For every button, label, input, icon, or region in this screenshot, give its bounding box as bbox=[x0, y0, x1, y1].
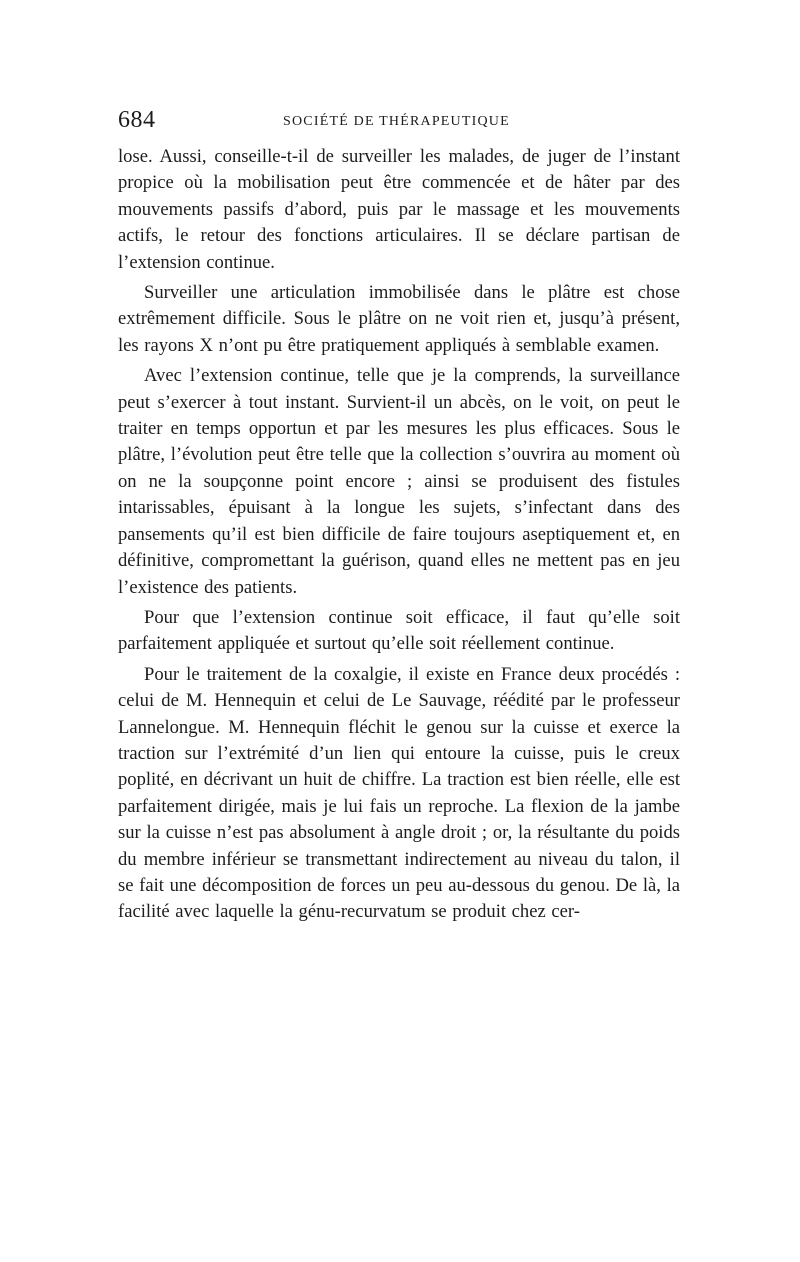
paragraph: Avec l’extension continue, telle que je la comprends, la surveillance peut s’exercer à tout instant. Survient-il un abcès, on le voit, on peut le traiter en temps opportun et par les mesures les plus efficaces. Sous le plâtre, l’évolution peut être telle que la collection s’ouvrira au moment où on ne la soupçonne point encore ; ainsi se produisent des fistules intarissables, épuisant à la longue les sujets, s’infectant dans des pansements qu’il est bien difficile de faire toujours aseptiquement et, en définitive, compromettant la guérison, quand elles ne mettent pas en jeu l’existence des patients. bbox=[118, 365, 680, 598]
page-header bbox=[118, 104, 680, 144]
book-page bbox=[118, 104, 680, 930]
paragraph: Surveiller une articulation immobilisée dans le plâtre est chose extrêmement difficile. Sous le plâtre on ne voit rien et, jusqu’à présent, les rayons X n’ont pu être pratiquement appliqués à semblable examen. bbox=[118, 282, 680, 356]
paragraph: Pour le traitement de la coxalgie, il existe en France deux procédés : celui de M. Hennequin et celui de Le Sauvage, réédité par le professeur Lannelongue. M. Hennequin fléchit le genou sur la cuisse et exerce la traction sur l’extrémité d’un lien qui entoure la cuisse, puis le creux poplité, en décrivant un huit de chiffre. La traction est bien réelle, elle est parfaitement dirigée, mais je lui fais un reproche. La flexion de la jambe sur la cuisse n’est pas absolument à angle droit ; or, la résultante du poids du membre inférieur se transmettant indirectement au niveau du talon, il se fait une décomposition de forces un peu au-dessous du genou. De là, la facilité avec laquelle la génu-recurvatum se produit chez cer- bbox=[118, 663, 680, 923]
paragraph: Pour que l’extension continue soit efficace, il faut qu’elle soit parfaitement appliquée et surtout qu’elle soit réellement continue. bbox=[118, 606, 680, 655]
running-head: SOCIÉTÉ DE THÉRAPEUTIQUE bbox=[283, 114, 510, 129]
page-number: 684 bbox=[118, 107, 156, 133]
paragraph-continued: lose. Aussi, conseille-t-il de surveiller les malades, de juger de l’instant propice où la mobilisation peut être commencée et de hâter par des mouvements passifs d’abord, puis par le massage et les mouvements actifs, le retour des fonctions articulaires. Il se déclare partisan de l’extension continue. bbox=[118, 146, 680, 273]
body-text bbox=[118, 144, 680, 926]
